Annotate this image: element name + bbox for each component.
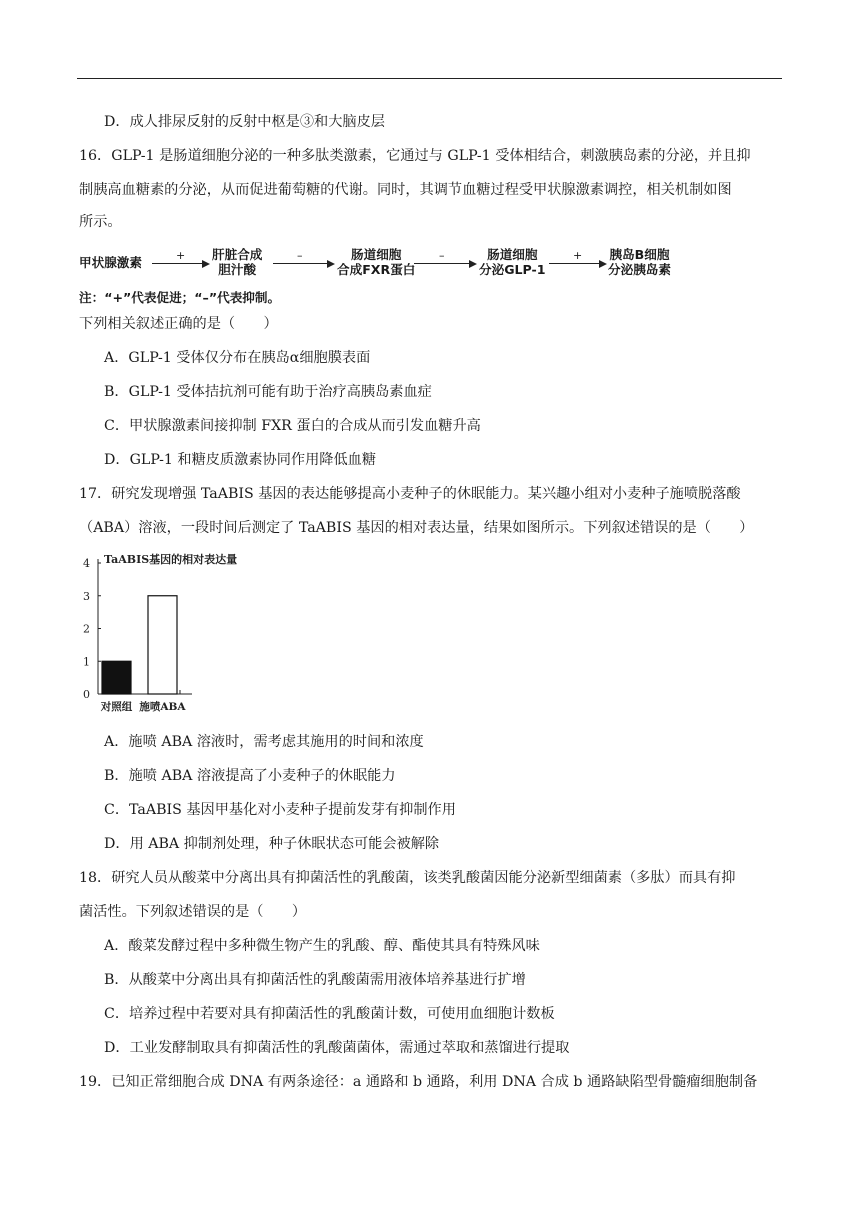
q18-option-d: D．工业发酵制取具有抑菌活性的乳酸菌菌体，需通过萃取和蒸馏进行提取 — [104, 1040, 570, 1056]
diagram-node-insulin: 胰岛B细胞 分泌胰岛素 — [608, 247, 671, 277]
diagram-arrow-2 — [273, 263, 333, 264]
category-label-0: 对照组 — [100, 701, 133, 713]
q19-stem-line-1: 19．已知正常细胞合成 DNA 有两条途径：a 通路和 b 通路，利用 DNA 合成 b 通路缺陷型骨髓瘤细胞制备 — [79, 1074, 758, 1090]
y-tick-label-2: 2 — [83, 622, 90, 636]
y-tick-label-1: 1 — [83, 655, 90, 669]
q16-option-d: D．GLP-1 和糖皮质激素协同作用降低血糖 — [104, 452, 377, 468]
q17-option-d: D．用 ABA 抑制剂处理，种子休眠状态可能会被解除 — [104, 836, 440, 852]
q16-option-a: A．GLP-1 受体仅分布在胰岛α细胞膜表面 — [104, 350, 371, 366]
diagram-node-bile-acid: 肝脏合成 胆汁酸 — [212, 247, 263, 277]
q17-stem-line-2: （ABA）溶液，一段时间后测定了 TaABIS 基因的相对表达量，结果如图所示。下列叙述错误的是（ ） — [79, 520, 754, 536]
q18-option-b: B．从酸菜中分离出具有抑菌活性的乳酸菌需用液体培养基进行扩增 — [104, 972, 526, 988]
category-label-1: 施喷ABA — [139, 701, 186, 713]
diagram-sign-2: – — [297, 249, 303, 262]
bar-chart-svg — [80, 549, 238, 719]
q17-option-b: B．施喷 ABA 溶液提高了小麦种子的休眠能力 — [104, 768, 396, 784]
header-rule — [77, 78, 782, 79]
q17-option-a: A．施喷 ABA 溶液时，需考虑其施用的时间和浓度 — [104, 734, 424, 750]
q18-stem-line-1: 18．研究人员从酸菜中分离出具有抑菌活性的乳酸菌，该类乳酸菌因能分泌新型细菌素（多肽）而具有抑 — [79, 870, 736, 886]
diagram-node-thyroid: 甲状腺激素 — [79, 255, 142, 270]
q17-option-c: C．TaABIS 基因甲基化对小麦种子提前发芽有抑制作用 — [104, 802, 456, 818]
diagram-arrow-1 — [152, 263, 208, 264]
bar-0 — [102, 661, 131, 694]
q18-option-a: A．酸菜发酵过程中多种微生物产生的乳酸、醇、酯使其具有特殊风味 — [104, 938, 540, 954]
diagram-node-fxr: 肠道细胞 合成FXR蛋白 — [337, 247, 416, 277]
y-tick-label-0: 0 — [83, 688, 90, 701]
q16-stem-line-3: 所示。 — [79, 214, 122, 230]
diagram-arrow-3 — [414, 263, 475, 264]
prev-option-d: D．成人排尿反射的反射中枢是③和大脑皮层 — [104, 114, 385, 130]
q16-stem-line-1: 16．GLP-1 是肠道细胞分泌的一种多肽类激素，它通过与 GLP-1 受体相结合，刺激胰岛素的分泌，并且抑 — [79, 148, 751, 164]
diagram-node-glp1: 肠道细胞 分泌GLP-1 — [479, 247, 546, 277]
diagram-arrow-4 — [549, 263, 605, 264]
diagram-sign-3: – — [439, 249, 445, 262]
q18-stem-line-2: 菌活性。下列叙述错误的是（ ） — [79, 904, 307, 920]
q16-stem-line-2: 制胰高血糖素的分泌，从而促进葡萄糖的代谢。同时，其调节血糖过程受甲状腺激素调控，相关机制如图 — [79, 182, 732, 198]
bar-1 — [148, 596, 177, 694]
y-tick-label-4: 4 — [83, 557, 90, 570]
diagram-note: 注：“+”代表促进；“–”代表抑制。 — [79, 290, 281, 305]
diagram-sign-1: + — [176, 249, 186, 262]
expression-bar-chart — [80, 549, 238, 723]
diagram-sign-4: + — [573, 249, 583, 262]
chart-title: TaABIS基因的相对表达量 — [104, 553, 238, 566]
q18-option-c: C．培养过程中若要对具有抑菌活性的乳酸菌计数，可使用血细胞计数板 — [104, 1006, 555, 1022]
q16-prompt: 下列相关叙述正确的是（ ） — [79, 316, 278, 332]
q17-stem-line-1: 17．研究发现增强 TaABIS 基因的表达能够提高小麦种子的休眠能力。某兴趣小组对小麦种子施喷脱落酸 — [79, 486, 741, 502]
q16-option-b: B．GLP-1 受体拮抗剂可能有助于治疗高胰岛素血症 — [104, 384, 432, 400]
y-tick-label-3: 3 — [83, 589, 90, 603]
q16-option-c: C．甲状腺激素间接抑制 FXR 蛋白的合成从而引发血糖升高 — [104, 418, 481, 434]
